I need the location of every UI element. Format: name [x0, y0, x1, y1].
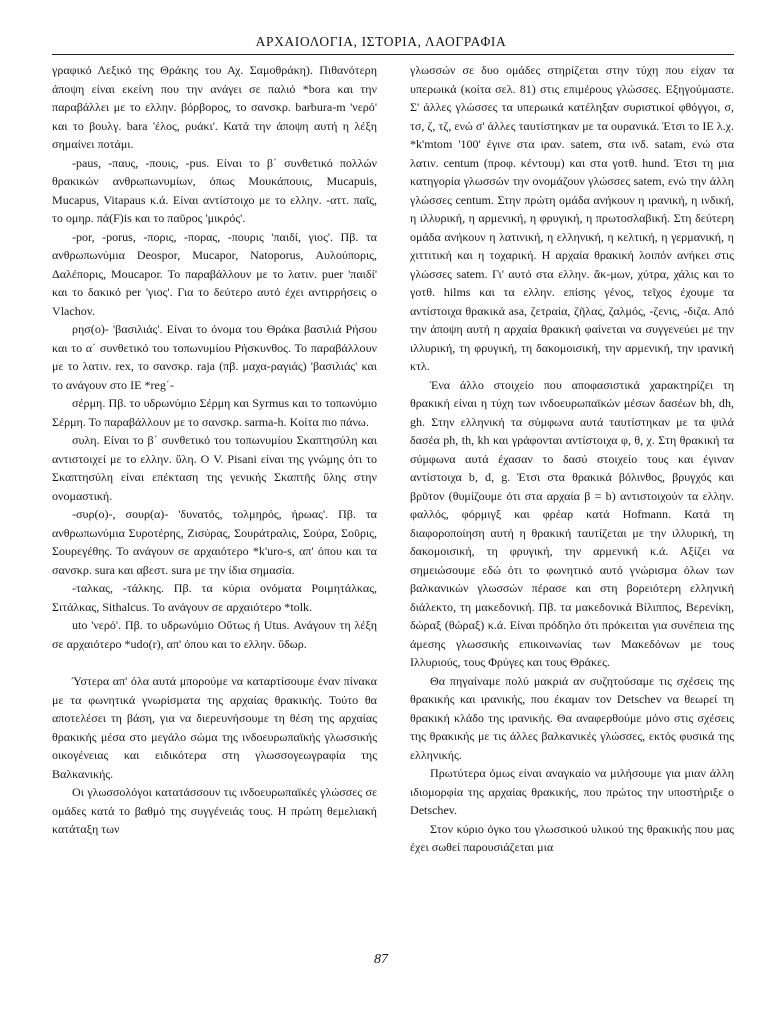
- paragraph: γλωσσών σε δυο ομάδες στηρίζεται στην τύχη που είχαν τα υπερωικά (κοίτα σελ. 81) στις επιμέρους γλώσσες. Εξηγούμαστε. Σ' άλλες γλώσσες τα υπερωικά κατέληξαν συριστικοί φθόγγοι, σ, τσ, ζ, τζ, ενώ σ' άλλες ταυτίστηκαν με τα ουρανικά. Έτσι το ΙΕ λ.χ. *k'mtom '100' έγινε στα ιραν. satem, στα ινδ. satam, ενώ στα λατιν. centum (προφ. κέντουμ) και στα γοτθ. hund. Έτσι τη μια κατηγορία γλωσσών την ονομάζουν γλώσσες satem, ενώ την άλλη γλώσσες centum. Στην πρώτη ομάδα ανήκουν η ιρανική, η ινδική, η ιλλυρική, η αρμενική, η φρυγική, η πρωτοσλαβική. Στη δεύτερη ομάδα ανήκουν η λατινική, η ελληνική, η κελτική, η γερμανική, η χιττιτική και η τοχαρική. Η αρχαία θρακική λοιπόν ανήκει στις γλώσσες satem. Γι' αυτό στα ελλην. ἄκ-μων, χύτρα, χάλις και το γοτθ. hilms και τα ελλην. επίσης γένος, τεῖχος έχουμε τα αντίστοιχα θρακικά asa, ζετραία, ζῆλας, ζαλμός, -ζενις, -διζα. Από την άποψη αυτή η αρχαία θρακική φαίνεται να συγγενεύει με την ιλλυρική, τη φρυγική, τη δακομοισική, την αρμενική, την ιρανική κτλ.: [410, 63, 734, 373]
- glossary-entry-syr: -συρ(ο)-, σουρ(α)- 'δυνατός, τολμηρός, ήρωας'. Πβ. τα ανθρωπωνύμια Συροτέρης, Ζισύρας, Σουράτραλις, Σούρα, Σοῦρις, Σουρεγέθης. Το ανάγουν σε αρχαιότερο *k'uro-s, απ' όπου και τα σανσκρ. sura και αβεστ. sura με την ίδια σημασία.: [52, 507, 377, 577]
- glossary-entry-rhes: ρησ(ο)- 'βασιλιάς'. Είναι το όνομα του Θράκα βασιλιά Ρήσου και το α΄ συνθετικό του τοπωνυμίου Ρήσκυνθος. Το παραβάλλουν με το λατιν. rex, το σανσκρ. raja (πβ. μαχα-ραγιάς) 'βασιλιάς' και το ανάγουν στο ΙΕ *reg΄-: [52, 322, 377, 392]
- page-number: 87: [374, 952, 388, 967]
- paragraph: Θα πηγαίναμε πολύ μακριά αν συζητούσαμε τις σχέσεις της θρακικής και ιρανικής, που έκαμαν τον Detschev να θεωρεί τη θρακική κλάδο της ιρανικής. Θα αναφερθούμε μόνο στις σχέσεις της θρακικής με τις άλλες βαλκανικές γλώσσες, εκτός φυσικά της ελληνικής.: [410, 673, 734, 762]
- paragraph: Οι γλωσσολόγοι κατατάσσουν τις ινδοευρωπαϊκές γλώσσες σε ομάδες κατά το βαθμό της συγγένειάς τους. Η πρώτη θεμελιακή κατάταξη των: [52, 785, 377, 836]
- left-column: [52, 61, 377, 839]
- paragraph: Πρωτύτερα όμως είναι αναγκαίο να μιλήσουμε για μιαν άλλη ιδιομορφία της αρχαίας θρακικής, που πρώτος την υποστήριξε ο Detschev.: [410, 766, 734, 817]
- running-title: ΑΡΧΑΙΟΛΟΓΙΑ, ΙΣΤΟΡΙΑ, ΛΑΟΓΡΑΦΙΑ: [255, 34, 507, 49]
- glossary-entry-talkas: -ταλκας, -τάλκης. Πβ. τα κύρια ονόματα Ροιμητάλκας, Σιτάλκας, Sithalcus. Το ανάγουν σε αρχαιότερο *tolk.: [52, 581, 377, 614]
- glossary-entry-por: -por, -porus, -πορις, -πορας, -πουρις 'παιδί, γιος'. Πβ. τα ανθρωπωνύμια Deospor, Mucapor, Natoporus, Αυλούπορις, Δαλέπορις, Moucapor. Το παραβάλλουν με το λατιν. puer 'παιδί' και το δακικό per 'γιος'. Για το δεύτερο αυτό έχει αντιρρήσεις ο Vlachov.: [52, 229, 377, 318]
- paragraph: γραφικό Λεξικό της Θράκης του Αχ. Σαμοθράκη). Πιθανότερη άποψη είναι εκείνη που την ανάγει σε παλιό *bora και την παραβάλλει με το ελλην. βόρβορος, το σανσκρ. barbura-m 'νερό' και το βουλγ. bara 'έλος, ρυάκι'. Κατά την άποψη αυτή η λέξη σημαίνει ποτάμι.: [52, 63, 377, 151]
- glossary-entry-paus: -paus, -παυς, -πουις, -pus. Είναι το β΄ συνθετικό πολλών θρακικών ανθρωπωνυμίων, όπως Μουκάπουις, Mucapuis, Mucapus, Vitapaus κ.ά. Είναι αντίστοιχο με το ελλην. -αττ. παῖς, το ομηρ. πά(F)is και το παῦρος 'μικρός'.: [52, 155, 377, 225]
- glossary-entry-uto: uto 'νερό'. Πβ. το υδρωνύμιο Οὔτως ή Utus. Ανάγουν τη λέξη σε αρχαιότερο *udo(r), απ' όπου και το ελλην. ὕδωρ.: [52, 618, 377, 651]
- header-rule: [52, 54, 734, 55]
- paragraph: Ένα άλλο στοιχείο που αποφασιστικά χαρακτηρίζει τη θρακική είναι η τύχη των ινδοευρωπαϊκών μέσων δασέων bh, dh, gh. Στην ελληνική τα σύμφωνα αυτά ταυτίστηκαν με τα ψιλά δασέα ph, th, kh και γράφονται αντίστοιχα φ, θ, χ. Στη θρακική τα σύμφωνα αυτά έχασαν το δασύ στοιχείο τους και έγιναν αντίστοιχα b, d, g. Έτσι στα θρακικά βόλινθος, βρυγχός και βρῦτον (θυμίζουμε ότι στα αρχαία β = b) αντιστοιχούν τα ελλην. φαλλός, φόρμιγξ και φρέαρ κατά Hofmann. Κατά τη διαφοροποίηση αυτή η θρακική ταυτίζεται με την ιλλυρική, τη δακομοισική, τη φρυγική, την αρμενική κ.ά. Αξίζει να σημειώσουμε εδώ ότι το φωνητικό αυτό γνώρισμα όλων των βαλκανικών γλωσσών πέρασε και στη βορειότερη ελληνική διάλεκτο, τη μακεδονική. Πβ. τα μακεδονικά Βίλιππος, Βερενίκη, δώραξ (θώραξ) κ.ά. Είναι πρόδηλο ότι πρόκειται για συνέπεια της άμεσης γλωσσικής επικοινωνίας των Μακεδόνων με τους Ιλλυριούς, τους Φρύγες και τους Θράκες.: [410, 377, 734, 669]
- paragraph: Στον κύριο όγκο του γλωσσικού υλικού της θρακικής που μας έχει σωθεί παρουσιάζεται μια: [410, 821, 734, 854]
- glossary-entry-syle: συλη. Είναι το β΄ συνθετικό του τοπωνυμίου Σκαπτησύλη και αντιστοιχεί με το ελλην. ὕλη. Ο V. Pisani είναι της γνώμης ότι το Σκαπτησύλη είναι επέκταση της γενικής Σκαπτῆς ὕλης στην ονομαστική.: [52, 433, 377, 503]
- paragraph: Ύστερα απ' όλα αυτά μπορούμε να καταρτίσουμε έναν πίνακα με τα φωνητικά γνωρίσματα της αρχαίας θρακικής. Τούτο θα αποτελέσει τη βάση, για να διερευνήσουμε τη θέση της αρχαίας θρακικής μέσα στο μεγάλο σώμα της ινδοευρωπαϊκής γλωσσικής οικογένειας και ειδικότερα στη γλωσσογεωγραφία της Βαλκανικής.: [52, 674, 377, 781]
- glossary-entry-serme: σέρμη. Πβ. το υδρωνύμιο Σέρμη και Syrmus και το τοπωνύμιο Σέρμη. Το παραβάλλουν με το σανσκρ. sarma-h. Κοίτα πιο πάνω.: [52, 396, 377, 429]
- right-column: [410, 61, 734, 857]
